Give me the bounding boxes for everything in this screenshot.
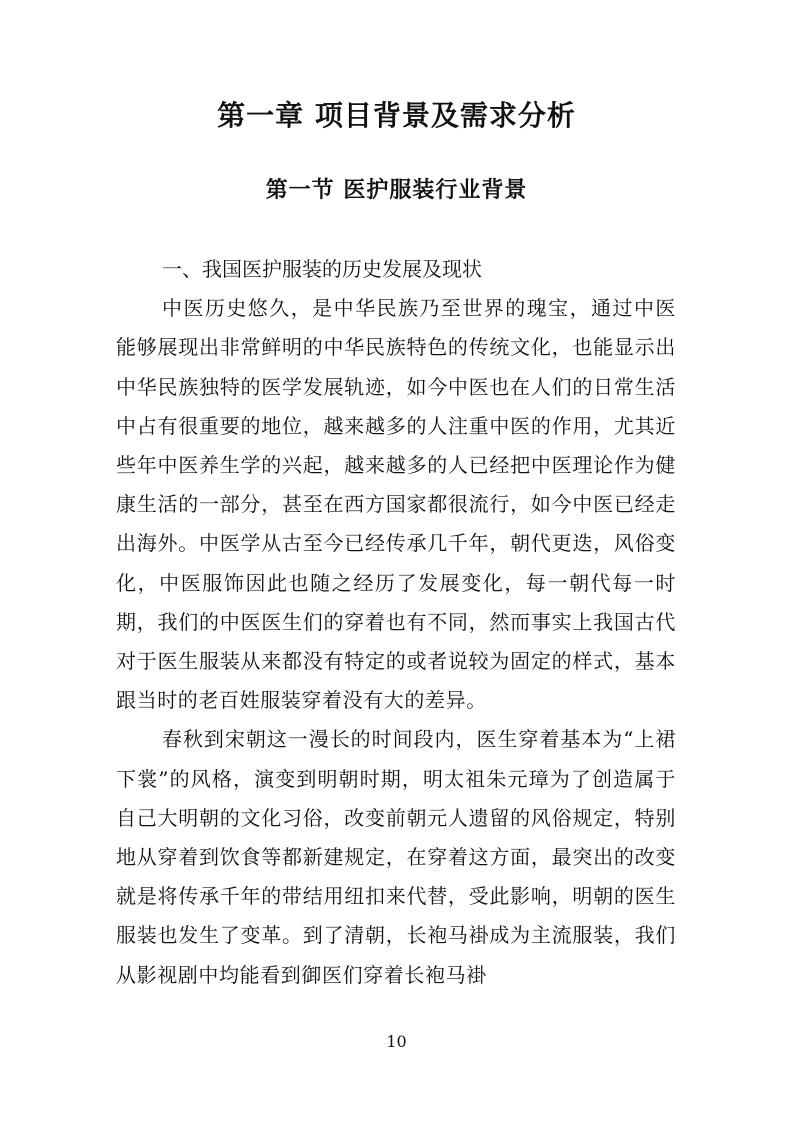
body-text — [116, 250, 676, 995]
paragraph: 中医历史悠久，是中华民族乃至世界的瑰宝，通过中医能够展现出非常鲜明的中华民族特色的传统文化，也能显示出中华民族独特的医学发展轨迹，如今中医也在人们的日常生活中占有很重要的地位，越来越多的人注重中医的作用，尤其近些年中医养生学的兴起，越来越多的人已经把中医理论作为健康生活的一部分，甚至在西方国家都很流行，如今中医已经走出海外。中医学从古至今已经传承几千年，朝代更迭，风俗变化，中医服饰因此也随之经历了发展变化，每一朝代每一时期，我们的中医医生们的穿着也有不同，然而事实上我国古代对于医生服装从来都没有特定的或者说较为固定的样式，基本跟当时的老百姓服装穿着没有大的差异。 — [116, 296, 676, 713]
page-number: 10 — [386, 1032, 407, 1051]
section-title: 第一节 医护服装行业背景 — [265, 177, 528, 203]
paragraph: 春秋到宋朝这一漫长的时间段内，医生穿着基本为“上裙下裳”的风格，演变到明朝时期，明太祖朱元璋为了创造属于自己大明朝的文化习俗，改变前朝元人遗留的风俗规定，特别地从穿着到饮食等都新建规定，在穿着这方面，最突出的改变就是将传承千年的带结用纽扣来代替，受此影响，明朝的医生服装也发生了变革。到了清朝，长袍马褂成为主流服装，我们从影视剧中均能看到御医们穿着长袍马褂 — [116, 727, 676, 987]
subheading: 一、我国医护服装的历史发展及现状 — [162, 257, 482, 281]
chapter-title: 第一章 项目背景及需求分析 — [217, 99, 576, 132]
